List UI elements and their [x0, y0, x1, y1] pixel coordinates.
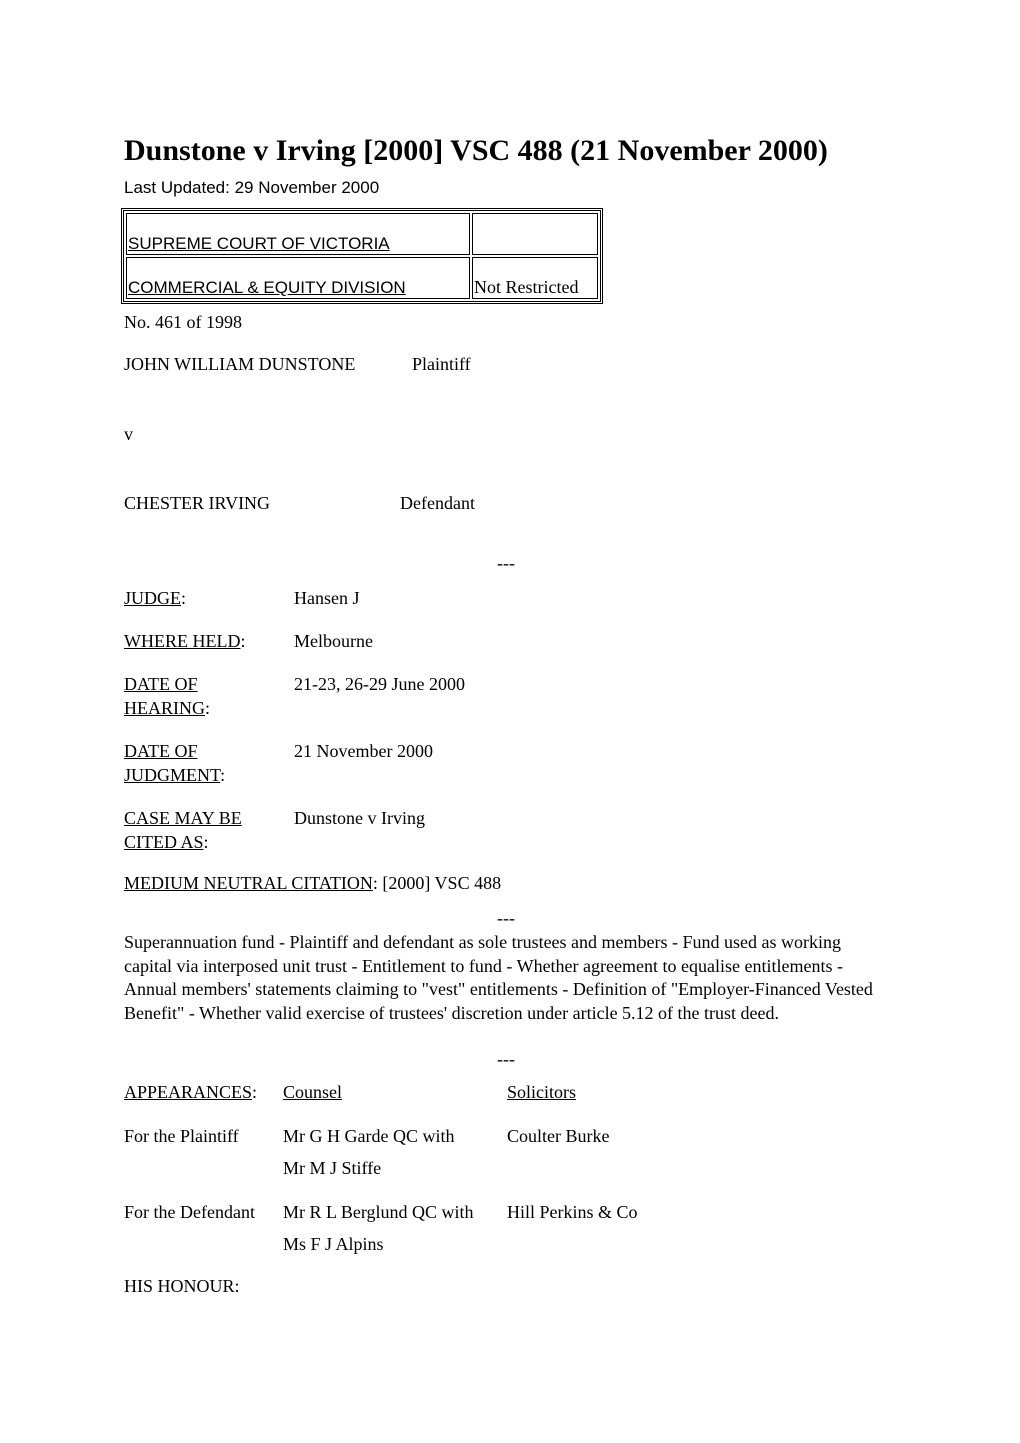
his-honour: HIS HONOUR: — [124, 1276, 240, 1296]
defendant-role: Defendant — [400, 493, 475, 513]
citation-line: MEDIUM NEUTRAL CITATION: [2000] VSC 488 — [124, 873, 502, 893]
case-number: No. 461 of 1998 — [124, 312, 242, 332]
court-name[interactable]: SUPREME COURT OF VICTORIA — [126, 213, 470, 255]
solicitors-header[interactable]: Solicitors — [507, 1082, 577, 1102]
division-row — [126, 257, 598, 299]
plaintiff-name: JOHN WILLIAM DUNSTONE — [124, 354, 356, 374]
cited-as-link[interactable]: CASE MAY BE CITED AS — [124, 808, 242, 852]
where-held-value: Melbourne — [294, 631, 373, 651]
cited-as-value: Dunstone v Irving — [294, 808, 425, 828]
separator: --- — [497, 908, 515, 928]
separator: --- — [497, 553, 515, 573]
defendant-appearance-label: For the Defendant — [124, 1202, 255, 1222]
plaintiff-appearance-label: For the Plaintiff — [124, 1126, 239, 1146]
page-title: Dunstone v Irving [2000] VSC 488 (21 November 2000) — [124, 134, 828, 167]
plaintiff-counsel-1: Mr G H Garde QC with — [283, 1126, 455, 1146]
court-row — [126, 213, 598, 255]
defendant-name: CHESTER IRVING — [124, 493, 271, 513]
plaintiff-counsel-2: Mr M J Stiffe — [283, 1158, 382, 1178]
date-judgment-label: DATE OF JUDGMENT: — [124, 741, 226, 785]
date-hearing-value: 21-23, 26-29 June 2000 — [294, 674, 465, 694]
division-name[interactable]: COMMERCIAL & EQUITY DIVISION — [126, 257, 470, 299]
where-held-label: WHERE HELD: — [124, 631, 246, 651]
defendant-counsel-1: Mr R L Berglund QC with — [283, 1202, 474, 1222]
plaintiff-solicitors: Coulter Burke — [507, 1126, 610, 1146]
restriction-status: Not Restricted — [472, 257, 598, 299]
date-hearing-label: DATE OF HEARING: — [124, 674, 211, 718]
court-status-empty — [472, 213, 598, 255]
appearances-link[interactable]: APPEARANCES — [124, 1082, 253, 1102]
citation-value: [2000] VSC 488 — [382, 873, 502, 893]
date-judgment-value: 21 November 2000 — [294, 741, 433, 761]
defendant-solicitors: Hill Perkins & Co — [507, 1202, 638, 1222]
catchwords: Superannuation fund - Plaintiff and defendant as sole trustees and members - Fund used as working capital via interposed unit trust - Entitlement to fund - Whether agreement to equalise entitlements - Annual members' statements claiming to "vest" entitlements - Definition of "Employer-Financed Vested Benefit" - Whether valid exercise of trustees' discretion under article 5.12 of the trust deed. — [124, 932, 873, 1023]
defendant-counsel-2: Ms F J Alpins — [283, 1234, 384, 1254]
judge-value: Hansen J — [294, 588, 360, 608]
cited-as-label: CASE MAY BE CITED AS: — [124, 808, 242, 852]
date-hearing-link[interactable]: DATE OF HEARING — [124, 674, 205, 718]
appearances-label: APPEARANCES: — [124, 1082, 258, 1102]
where-held-link[interactable]: WHERE HELD — [124, 631, 241, 651]
counsel-header[interactable]: Counsel — [283, 1082, 343, 1102]
last-updated: Last Updated: 29 November 2000 — [124, 178, 380, 197]
date-judgment-link[interactable]: DATE OF JUDGMENT — [124, 741, 221, 785]
plaintiff-role: Plaintiff — [412, 354, 471, 374]
separator: --- — [497, 1049, 515, 1069]
versus: v — [124, 424, 133, 444]
judge-link[interactable]: JUDGE — [124, 588, 181, 608]
judge-label: JUDGE: — [124, 588, 187, 608]
court-table — [121, 208, 603, 304]
citation-link[interactable]: MEDIUM NEUTRAL CITATION — [124, 873, 373, 893]
